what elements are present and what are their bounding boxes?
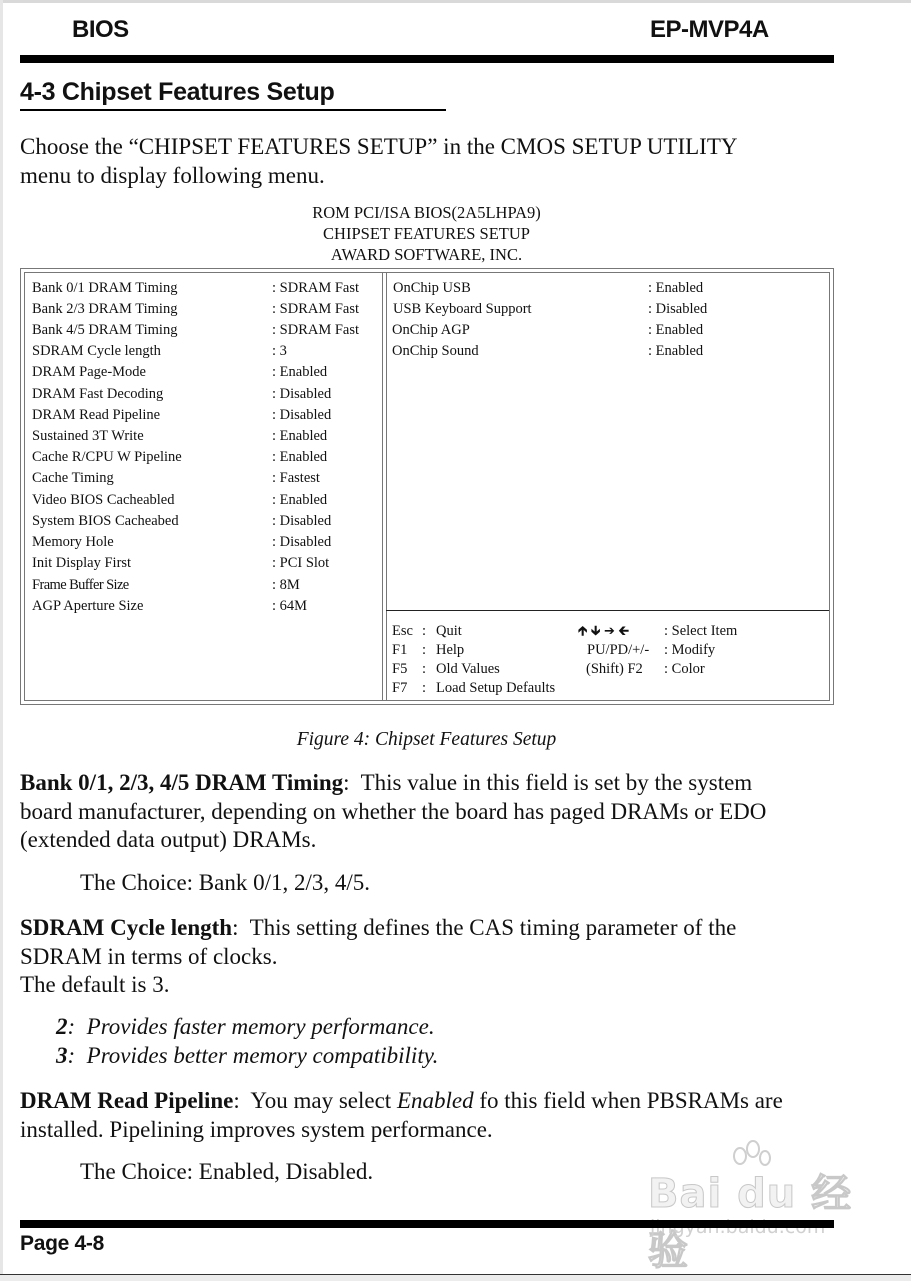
- key-name: PU/PD/+/-: [587, 642, 650, 658]
- running-header-left: BIOS: [72, 16, 129, 43]
- setting-label: Bank 4/5 DRAM Timing: [32, 322, 178, 338]
- key-help-row: F1 : Help: [392, 642, 465, 658]
- term: SDRAM Cycle length: [20, 915, 233, 940]
- setting-label: DRAM Read Pipeline: [32, 407, 161, 423]
- key-name: Esc: [392, 623, 413, 639]
- key-action: Old Values: [436, 661, 500, 677]
- setting-label: OnChip Sound: [392, 343, 479, 359]
- setting-value: : Fastest: [272, 470, 320, 486]
- setting-value: : Disabled: [272, 513, 332, 529]
- key-name: F7: [392, 680, 408, 696]
- bios-screen-inner-border: [24, 272, 830, 701]
- setting-value: : Disabled: [272, 407, 332, 423]
- setting-label: OnChip AGP: [392, 322, 470, 338]
- setting-value: : Enabled: [272, 449, 328, 465]
- key-help-row: Esc : Quit: [392, 623, 462, 639]
- section-title-underline: [20, 109, 446, 111]
- desc-bank-dram-timing: Bank 0/1, 2/3, 4/5 DRAM Timing: This value in this field is set by the system board manufacturer, depending on whether the board has paged DRAMs or EDO (extended data output) DRAMs.: [20, 770, 767, 852]
- arrow-right-icon: ➔: [603, 624, 615, 639]
- setting-label: Memory Hole: [32, 534, 114, 550]
- page-frame-left: [0, 0, 3, 1280]
- setting-value: : Disabled: [648, 301, 708, 317]
- setting-value: : Enabled: [648, 280, 704, 296]
- footer-rule: [20, 1220, 834, 1228]
- bios-caption-line-2: CHIPSET FEATURES SETUP: [323, 224, 530, 243]
- watermark-logo: Bai du 经验: [648, 1171, 853, 1274]
- term: Bank 0/1, 2/3, 4/5 DRAM Timing: [20, 770, 344, 795]
- setting-value: : Enabled: [272, 428, 328, 444]
- key-help-row: F7 : Load Setup Defaults: [392, 680, 556, 696]
- setting-label: Cache Timing: [32, 470, 114, 486]
- key-action: Quit: [436, 623, 462, 639]
- term: DRAM Read Pipeline: [20, 1088, 234, 1113]
- choice-text: The Choice: Enabled, Disabled.: [80, 1159, 374, 1184]
- page-frame-top: [0, 0, 911, 3]
- arrow-up-icon: 🡱: [578, 624, 588, 639]
- setting-value: : Enabled: [648, 322, 704, 338]
- setting-value: : Enabled: [272, 492, 328, 508]
- bios-caption-line-3: AWARD SOFTWARE, INC.: [330, 245, 523, 264]
- setting-label: Bank 0/1 DRAM Timing: [32, 280, 178, 296]
- arrow-left-icon: 🡰: [618, 624, 629, 639]
- arrow-down-icon: 🡳: [590, 624, 601, 639]
- setting-value: : Enabled: [648, 343, 704, 359]
- setting-value: : Disabled: [272, 386, 332, 402]
- setting-label: AGP Aperture Size: [32, 598, 144, 614]
- pane-divider: [386, 273, 387, 700]
- key-name: F5: [392, 661, 408, 677]
- pane-divider: [382, 273, 383, 700]
- setting-value: : SDRAM Fast: [272, 280, 360, 296]
- setting-label: SDRAM Cycle length: [32, 343, 161, 359]
- choice-text: The Choice: Bank 0/1, 2/3, 4/5.: [80, 870, 371, 895]
- setting-label: Cache R/CPU W Pipeline: [32, 449, 182, 465]
- key-action: Help: [436, 642, 465, 658]
- desc-sdram-cycle-length: SDRAM Cycle length: This setting defines the CAS timing parameter of the SDRAM in terms of clocks. The default is 3.: [20, 915, 737, 997]
- key-help-row: F5 : Old Values: [392, 661, 500, 677]
- option-item: 3: Provides better memory compatibility.: [56, 1043, 439, 1068]
- setting-value: : PCI Slot: [272, 555, 330, 571]
- setting-value: : 3: [272, 343, 287, 359]
- key-action: : Color: [664, 661, 705, 677]
- intro-line-1: Choose the “CHIPSET FEATURES SETUP” in the CMOS SETUP UTILITY: [20, 134, 738, 159]
- setting-label: DRAM Page-Mode: [32, 364, 146, 380]
- setting-label: Bank 2/3 DRAM Timing: [32, 301, 178, 317]
- intro-line-2: menu to display following menu.: [20, 162, 325, 188]
- setting-label: Video BIOS Cacheabled: [32, 492, 175, 508]
- setting-value: : 64M: [272, 598, 308, 614]
- desc-dram-read-pipeline: DRAM Read Pipeline: You may select Enabled fo this field when PBSRAMs are installed. Pipelining improves system performance.: [20, 1088, 783, 1142]
- setting-value: : Enabled: [272, 364, 328, 380]
- key-help-row: [578, 622, 629, 641]
- setting-value: : 8M: [272, 577, 300, 593]
- setting-label: Frame Buffer Size: [32, 577, 129, 593]
- bios-caption-line-1: ROM PCI/ISA BIOS(2A5LHPA9): [312, 203, 541, 222]
- setting-label: System BIOS Cacheabed: [32, 513, 179, 529]
- section-title: 4-3 Chipset Features Setup: [20, 78, 335, 106]
- setting-label: Sustained 3T Write: [32, 428, 144, 444]
- key-action: : Select Item: [664, 623, 738, 639]
- key-action: : Modify: [664, 642, 716, 658]
- option-item: 2: Provides faster memory performance.: [56, 1014, 435, 1039]
- key-name: (Shift) F2: [586, 661, 643, 677]
- page-number: Page 4-8: [20, 1232, 104, 1255]
- setting-value: : SDRAM Fast: [272, 322, 360, 338]
- setting-label: USB Keyboard Support: [393, 301, 532, 317]
- header-rule: [20, 55, 834, 63]
- setting-value: : Disabled: [272, 534, 332, 550]
- figure-caption: Figure 4: Chipset Features Setup: [296, 729, 557, 750]
- help-divider: [386, 610, 829, 611]
- intro-paragraph: [20, 133, 850, 190]
- running-header-right: EP-MVP4A: [650, 16, 769, 43]
- bios-setup-screen: [20, 268, 834, 705]
- setting-label: DRAM Fast Decoding: [32, 386, 164, 402]
- setting-label: Init Display First: [32, 555, 132, 571]
- setting-value: : SDRAM Fast: [272, 301, 360, 317]
- key-action: Load Setup Defaults: [436, 680, 556, 696]
- key-name: F1: [392, 642, 408, 658]
- setting-label: OnChip USB: [393, 280, 471, 296]
